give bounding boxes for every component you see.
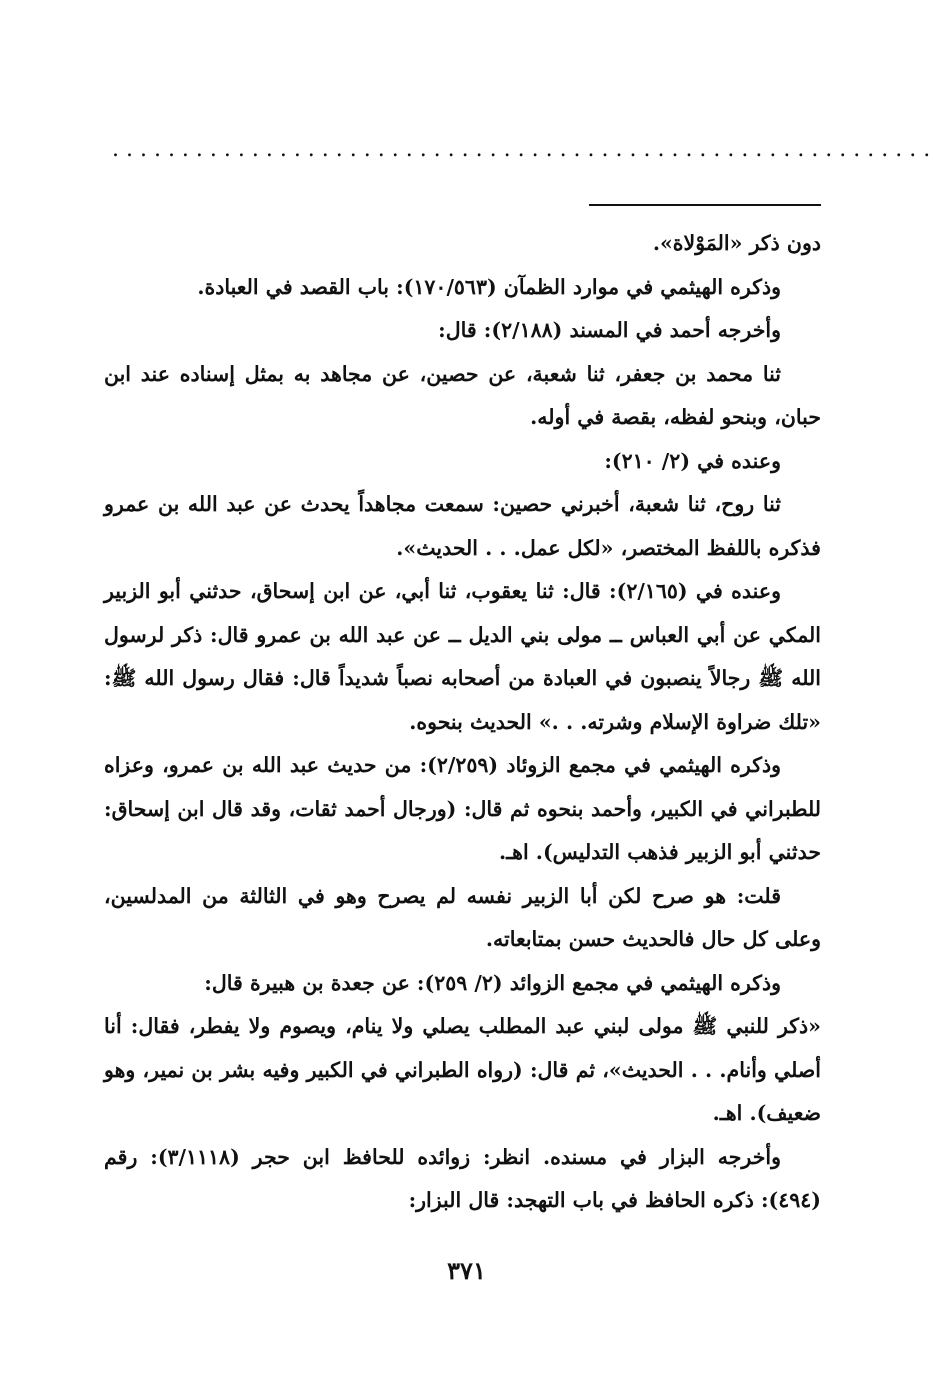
paragraph: وذكره الهيثمي في مجمع الزوئاد (٢/٢٥٩): من حديث عبد الله بن عمرو، وعزاه للطبراني في الكبير، وأحمد بنحوه ثم قال: (ورجال أحمد ثقات، وقد قال ابن إسحاق: حدثني أبو الزبير فذهب التدليس). اهـ. bbox=[104, 753, 821, 864]
paragraph: وأخرجه البزار في مسنده. انظر: زوائده للحافظ ابن حجر (٣/١١١٨): رقم (٤٩٤): ذكره الحافظ في باب التهجد: قال البزار: bbox=[104, 1144, 821, 1212]
dotted-separator: . . . . . . . . . . . . . . . . . . . . . . . . . . . . . . . . . . . . . . . . . . . . . . . . . . . . . . . . . . . bbox=[112, 137, 931, 162]
page-number: ٣٧١ bbox=[447, 1256, 486, 1285]
paragraph: دون ذكر «المَوْلاة». bbox=[652, 231, 821, 255]
paragraph: وعنده في (٢/١٦٥): قال: ثنا يعقوب، ثنا أبي، عن ابن إسحاق، حدثني أبو الزبير المكي عن أبي العباس ــ مولى بني الديل ــ عن عبد الله بن عمرو قال: ذكر لرسول الله ﷺ رجالاً ينصبون في العبادة من أصحابه نصباً شديداً قال: فقال رسول الله ﷺ: «تلك ضراوة الإسلام وشرته. . .» الحديث بنحوه. bbox=[104, 579, 821, 734]
paragraph: «ذكر للنبي ﷺ مولى لبني عبد المطلب يصلي ولا ينام، ويصوم ولا يفطر، فقال: أنا أصلي وأنام. . . الحديث»، ثم قال: (رواه الطبراني في الكبير وفيه بشر بن نمير، وهو ضعيف). اهـ. bbox=[104, 1014, 821, 1125]
paragraph: وعنده في (٢/ ٢١٠): bbox=[604, 448, 781, 473]
footnote-body bbox=[104, 222, 821, 1223]
footnote-rule bbox=[589, 204, 821, 206]
paragraph: وأخرجه أحمد في المسند (٢/١٨٨): قال: bbox=[438, 318, 781, 342]
paragraph: وذكره الهيثمي في مجمع الزوائد (٢/ ٢٥٩): عن جعدة بن هبيرة قال: bbox=[204, 970, 781, 995]
paragraph: ثنا محمد بن جعفر، ثنا شعبة، عن حصين، عن مجاهد به بمثل إسناده عند ابن حبان، وبنحو لفظه، بقصة في أوله. bbox=[104, 361, 821, 429]
paragraph: قلت: هو صرح لكن أبا الزبير نفسه لم يصرح وهو في الثالثة من المدلسين، وعلى كل حال فالحديث حسن بمتابعاته. bbox=[104, 883, 821, 951]
paragraph: وذكره الهيثمي في موارد الظمآن (١٧٠/٥٦٣): باب القصد في العبادة. bbox=[197, 274, 781, 299]
paragraph: ثنا روح، ثنا شعبة، أخبرني حصين: سمعت مجاهداً يحدث عن عبد الله بن عمرو فذكره باللفظ المختصر، «لكل عمل. . . الحديث». bbox=[104, 492, 821, 560]
